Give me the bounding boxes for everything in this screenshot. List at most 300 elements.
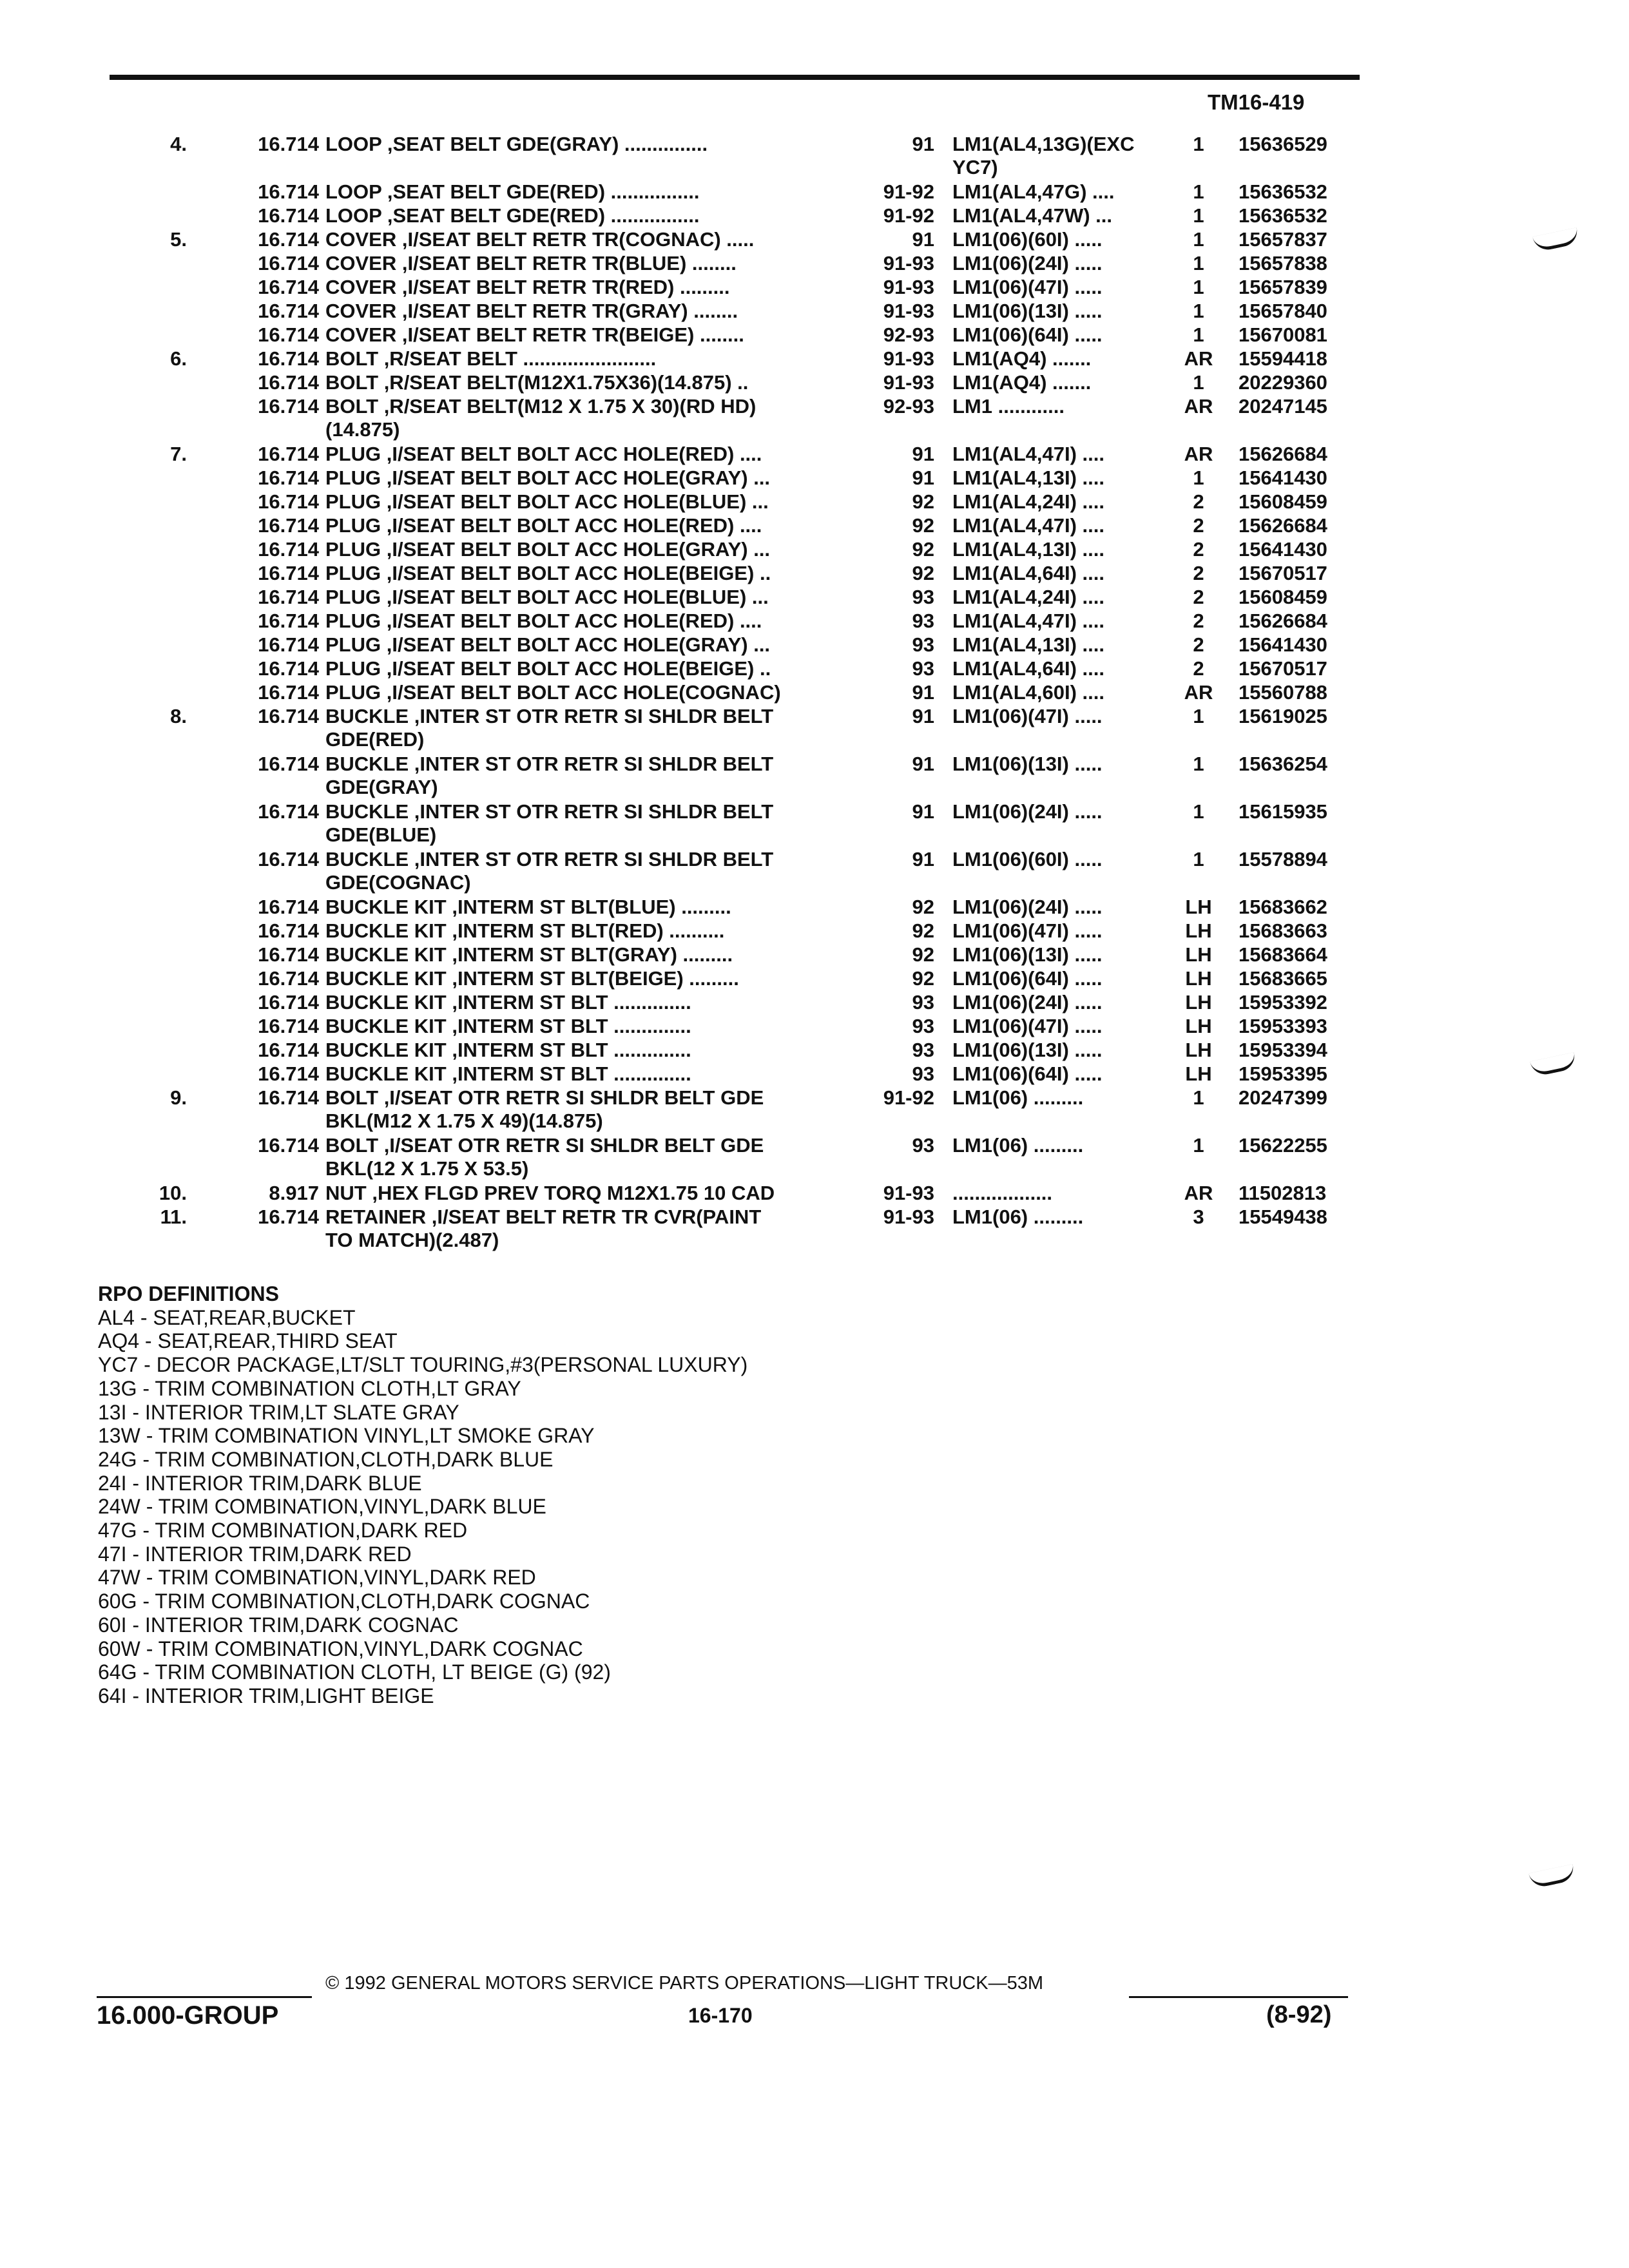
table-row xyxy=(0,204,1629,228)
part-number: 15953393 xyxy=(1239,1015,1327,1037)
part-name: PLUG xyxy=(325,514,381,537)
model-code: LM1(AL4,13I) .... xyxy=(952,538,1104,561)
part-number: 15626684 xyxy=(1239,443,1327,465)
part-description: ,I/SEAT BELT BOLT ACC HOLE(RED) .... xyxy=(381,514,762,537)
part-number: 15615935 xyxy=(1239,800,1327,823)
part-name: PLUG xyxy=(325,490,381,513)
group-number: 16.714 xyxy=(258,991,319,1014)
model-code: LM1(06)(47I) ..... xyxy=(952,919,1103,942)
description xyxy=(325,276,847,299)
part-name: COVER xyxy=(325,323,397,346)
model-year: 93 xyxy=(912,586,934,608)
model-year: 93 xyxy=(912,1062,934,1085)
model-year: 91-93 xyxy=(883,371,934,394)
quantity: 1 xyxy=(1193,1086,1204,1109)
group-number: 16.714 xyxy=(258,1015,319,1037)
group-number: 16.714 xyxy=(258,1062,319,1085)
model-code: LM1(AL4,13I) .... xyxy=(952,466,1104,489)
part-name: RETAINER xyxy=(325,1206,427,1228)
model-code: LM1(06)(47I) ..... xyxy=(952,1015,1103,1037)
part-number: 15670517 xyxy=(1239,657,1327,680)
model-year: 91 xyxy=(912,800,934,823)
model-code: LM1(06)(24I) ..... xyxy=(952,991,1103,1014)
part-description: ,I/SEAT BELT BOLT ACC HOLE(RED) .... xyxy=(381,610,762,632)
rpo-definition: 47I - INTERIOR TRIM,DARK RED xyxy=(98,1542,412,1566)
part-description: ,SEAT BELT GDE(RED) ................ xyxy=(381,180,700,203)
description xyxy=(325,204,847,227)
part-name: PLUG xyxy=(325,586,381,608)
model-year: 91 xyxy=(912,228,934,251)
table-row xyxy=(0,490,1629,514)
quantity: 1 xyxy=(1193,1134,1204,1157)
model-year: 91 xyxy=(912,753,934,775)
part-number: 15636529 xyxy=(1239,133,1327,155)
rpo-definition: 60W - TRIM COMBINATION,VINYL,DARK COGNAC xyxy=(98,1637,583,1660)
part-description: ,R/SEAT BELT(M12 X 1.75 X 30)(RD HD) xyxy=(378,395,757,418)
group-number: 16.714 xyxy=(258,466,319,489)
table-row xyxy=(0,276,1629,300)
part-number: 15626684 xyxy=(1239,610,1327,632)
group-number: 16.714 xyxy=(258,252,319,274)
model-code: LM1(AL4,64I) .... xyxy=(952,562,1104,584)
part-number: 15608459 xyxy=(1239,490,1327,513)
part-description: ,I/SEAT BELT BOLT ACC HOLE(BEIGE) .. xyxy=(381,562,771,584)
part-description: ,INTER ST OTR RETR SI SHLDR BELT xyxy=(409,800,774,823)
table-row xyxy=(0,1206,1629,1253)
rpo-definition: 13I - INTERIOR TRIM,LT SLATE GRAY xyxy=(98,1400,459,1424)
part-number: 15636532 xyxy=(1239,204,1327,227)
part-name: LOOP xyxy=(325,204,382,227)
model-year: 91 xyxy=(912,705,934,727)
description xyxy=(325,586,847,609)
part-name: BUCKLE KIT xyxy=(325,1039,447,1061)
model-year: 91-92 xyxy=(883,204,934,227)
model-year: 93 xyxy=(912,991,934,1014)
quantity: LH xyxy=(1185,1039,1212,1061)
quantity: 1 xyxy=(1193,800,1204,823)
part-number: 15641430 xyxy=(1239,633,1327,656)
part-name: COVER xyxy=(325,276,397,298)
model-year: 93 xyxy=(912,610,934,632)
quantity: 2 xyxy=(1193,610,1204,632)
part-description: ,I/SEAT BELT RETR TR(BLUE) ........ xyxy=(396,252,737,274)
part-name: PLUG xyxy=(325,466,381,489)
rpo-definition: 47W - TRIM COMBINATION,VINYL,DARK RED xyxy=(98,1566,536,1590)
model-code: LM1(AL4,47W) ... xyxy=(952,204,1113,227)
description xyxy=(325,943,847,966)
part-description: ,I/SEAT BELT RETR TR(GRAY) ........ xyxy=(396,300,738,322)
table-row xyxy=(0,1039,1629,1062)
table-row xyxy=(0,395,1629,443)
part-name: BOLT xyxy=(325,395,379,418)
margin-mark xyxy=(1528,1864,1576,1889)
part-name: PLUG xyxy=(325,681,381,704)
part-number: 15670081 xyxy=(1239,323,1327,346)
model-year: 91-93 xyxy=(883,252,934,274)
description xyxy=(325,133,847,156)
group-number: 16.714 xyxy=(258,896,319,918)
quantity: LH xyxy=(1185,1015,1212,1037)
group-number: 16.714 xyxy=(258,586,319,608)
item-number: 9. xyxy=(170,1086,187,1109)
part-description: ,I/SEAT BELT RETR TR CVR(PAINT xyxy=(426,1206,762,1228)
rpo-definitions xyxy=(98,1282,747,1708)
part-number: 20229360 xyxy=(1239,371,1327,394)
table-row xyxy=(0,133,1629,180)
footer-rule-right xyxy=(1129,1996,1348,1998)
part-number: 15626684 xyxy=(1239,514,1327,537)
part-description: ,R/SEAT BELT ........................ xyxy=(378,347,657,370)
group-number: 16.714 xyxy=(258,633,319,656)
part-name: BUCKLE xyxy=(325,800,409,823)
part-name: BUCKLE KIT xyxy=(325,1015,447,1037)
table-row xyxy=(0,610,1629,633)
group-number: 16.714 xyxy=(258,1134,319,1157)
group-number: 16.714 xyxy=(258,681,319,704)
model-code: LM1(06)(13I) ..... xyxy=(952,943,1103,966)
item-number: 11. xyxy=(160,1206,187,1228)
table-row xyxy=(0,657,1629,681)
table-row xyxy=(0,180,1629,204)
quantity: 2 xyxy=(1193,514,1204,537)
description xyxy=(325,991,847,1014)
model-code: LM1(06)(60I) ..... xyxy=(952,848,1103,870)
quantity: 1 xyxy=(1193,323,1204,346)
description xyxy=(325,681,847,704)
model-code: LM1(06) ......... xyxy=(952,1134,1084,1157)
table-row xyxy=(0,371,1629,395)
model-code: LM1(06)(60I) ..... xyxy=(952,228,1103,251)
model-code: LM1(06)(47I) ..... xyxy=(952,276,1103,298)
part-name: PLUG xyxy=(325,538,381,561)
group-number: 16.714 xyxy=(258,204,319,227)
item-number: 10. xyxy=(159,1182,187,1204)
model-year: 91 xyxy=(912,443,934,465)
group-number: 16.714 xyxy=(258,943,319,966)
model-year: 93 xyxy=(912,1015,934,1037)
model-code: LM1(06) ......... xyxy=(952,1206,1084,1228)
model-year: 92 xyxy=(912,896,934,918)
description xyxy=(325,490,847,514)
model-code: LM1(AL4,24I) .... xyxy=(952,586,1104,608)
part-description: ,I/SEAT BELT BOLT ACC HOLE(GRAY) ... xyxy=(381,633,771,656)
footer-group: 16.000-GROUP xyxy=(97,2001,279,2030)
model-year: 91-93 xyxy=(883,1182,934,1204)
part-name: PLUG xyxy=(325,633,381,656)
table-row xyxy=(0,753,1629,800)
model-year: 93 xyxy=(912,633,934,656)
table-row xyxy=(0,1062,1629,1086)
group-number: 16.714 xyxy=(258,371,319,394)
item-number: 5. xyxy=(170,228,187,251)
part-name: BUCKLE KIT xyxy=(325,1062,447,1085)
part-number: 15953392 xyxy=(1239,991,1327,1014)
model-year: 92 xyxy=(912,919,934,942)
description xyxy=(325,967,847,990)
part-description: ,I/SEAT BELT BOLT ACC HOLE(COGNAC) xyxy=(381,681,781,704)
table-row xyxy=(0,443,1629,466)
model-year: 92 xyxy=(912,514,934,537)
description xyxy=(325,657,847,680)
part-description: ,I/SEAT BELT RETR TR(COGNAC) ..... xyxy=(396,228,755,251)
part-number: 15683662 xyxy=(1239,896,1327,918)
group-number: 16.714 xyxy=(258,180,319,203)
part-description: ,I/SEAT BELT RETR TR(RED) ......... xyxy=(396,276,730,298)
part-description: ,INTERM ST BLT .............. xyxy=(446,991,691,1014)
part-name: BUCKLE KIT xyxy=(325,967,447,990)
quantity: LH xyxy=(1185,896,1212,918)
group-number: 16.714 xyxy=(258,323,319,346)
table-row xyxy=(0,228,1629,252)
table-row xyxy=(0,1086,1629,1134)
group-number: 16.714 xyxy=(258,228,319,251)
table-row xyxy=(0,514,1629,538)
table-row xyxy=(0,943,1629,967)
quantity: 2 xyxy=(1193,586,1204,608)
part-number: 15670517 xyxy=(1239,562,1327,584)
table-row xyxy=(0,919,1629,943)
part-description: ,INTERM ST BLT(BLUE) ......... xyxy=(446,896,731,918)
description xyxy=(325,300,847,323)
footer-date: (8-92) xyxy=(1266,2001,1332,2028)
table-row xyxy=(0,681,1629,705)
table-row xyxy=(0,848,1629,896)
rpo-definition: 47G - TRIM COMBINATION,DARK RED xyxy=(98,1519,468,1542)
part-description: ,INTER ST OTR RETR SI SHLDR BELT xyxy=(409,705,774,727)
model-year: 92 xyxy=(912,943,934,966)
part-description: ,SEAT BELT GDE(GRAY) ............... xyxy=(381,133,708,155)
group-number: 16.714 xyxy=(258,919,319,942)
rpo-items xyxy=(98,1306,747,1708)
model-year: 92-93 xyxy=(883,323,934,346)
group-number: 16.714 xyxy=(258,848,319,870)
part-name: BOLT xyxy=(325,371,379,394)
part-number: 20247145 xyxy=(1239,395,1327,418)
rpo-definition: 64I - INTERIOR TRIM,LIGHT BEIGE xyxy=(98,1684,434,1707)
rpo-definition: 13G - TRIM COMBINATION CLOTH,LT GRAY xyxy=(98,1376,521,1400)
part-description: ,I/SEAT BELT BOLT ACC HOLE(GRAY) ... xyxy=(381,538,771,561)
part-number: 15608459 xyxy=(1239,586,1327,608)
description xyxy=(325,919,847,943)
quantity: 1 xyxy=(1193,300,1204,322)
item-number: 6. xyxy=(170,347,187,370)
part-number: 15641430 xyxy=(1239,538,1327,561)
quantity: 2 xyxy=(1193,490,1204,513)
part-name: BOLT xyxy=(325,347,379,370)
table-row xyxy=(0,1134,1629,1182)
item-number: 4. xyxy=(170,133,187,155)
table-row xyxy=(0,991,1629,1015)
group-number: 16.714 xyxy=(258,1206,319,1228)
quantity: 1 xyxy=(1193,204,1204,227)
rpo-definition: 60G - TRIM COMBINATION,CLOTH,DARK COGNAC xyxy=(98,1590,590,1613)
group-number: 16.714 xyxy=(258,562,319,584)
model-year: 92 xyxy=(912,490,934,513)
model-code: LM1(06)(13I) ..... xyxy=(952,753,1103,775)
description xyxy=(325,753,847,776)
description-continued: BKL(M12 X 1.75 X 49)(14.875) xyxy=(325,1110,603,1132)
model-year: 93 xyxy=(912,1134,934,1157)
quantity: 1 xyxy=(1193,753,1204,775)
part-description: ,INTERM ST BLT(GRAY) ......... xyxy=(446,943,733,966)
table-row xyxy=(0,323,1629,347)
description xyxy=(325,1015,847,1038)
model-year: 93 xyxy=(912,657,934,680)
rpo-definition: YC7 - DECOR PACKAGE,LT/SLT TOURING,#3(PERSONAL LUXURY) xyxy=(98,1353,748,1377)
model-year: 91 xyxy=(912,848,934,870)
rpo-definition: 24W - TRIM COMBINATION,VINYL,DARK BLUE xyxy=(98,1495,546,1519)
part-name: BOLT xyxy=(325,1086,379,1109)
group-number: 16.714 xyxy=(258,300,319,322)
part-number: 15641430 xyxy=(1239,466,1327,489)
part-name: COVER xyxy=(325,300,397,322)
part-description: ,I/SEAT BELT BOLT ACC HOLE(GRAY) ... xyxy=(381,466,771,489)
part-name: BUCKLE xyxy=(325,848,409,870)
group-number: 16.714 xyxy=(258,443,319,465)
rpo-definition: 60I - INTERIOR TRIM,DARK COGNAC xyxy=(98,1613,459,1637)
description xyxy=(325,1062,847,1086)
model-year: 91 xyxy=(912,466,934,489)
rpo-definition: 24G - TRIM COMBINATION,CLOTH,DARK BLUE xyxy=(98,1447,554,1471)
quantity: 1 xyxy=(1193,466,1204,489)
part-description: ,INTERM ST BLT(RED) .......... xyxy=(446,919,725,942)
description xyxy=(325,395,847,418)
group-number: 16.714 xyxy=(258,753,319,775)
model-code: LM1(AL4,47I) .... xyxy=(952,514,1104,537)
quantity: 1 xyxy=(1193,848,1204,870)
part-description: ,INTERM ST BLT(BEIGE) ......... xyxy=(446,967,739,990)
description xyxy=(325,466,847,490)
part-number: 20247399 xyxy=(1239,1086,1327,1109)
part-number: 11502813 xyxy=(1239,1182,1327,1204)
table-row xyxy=(0,347,1629,371)
description xyxy=(325,1086,847,1110)
description xyxy=(325,610,847,633)
group-number: 16.714 xyxy=(258,800,319,823)
item-number: 7. xyxy=(170,443,187,465)
part-number: 15657839 xyxy=(1239,276,1327,298)
quantity: LH xyxy=(1185,1062,1212,1085)
description xyxy=(325,371,847,394)
table-row xyxy=(0,633,1629,657)
table-row xyxy=(0,252,1629,276)
part-name: PLUG xyxy=(325,657,381,680)
group-number: 16.714 xyxy=(258,1039,319,1061)
part-description: ,INTER ST OTR RETR SI SHLDR BELT xyxy=(409,753,774,775)
part-name: BUCKLE KIT xyxy=(325,919,447,942)
part-name: BUCKLE KIT xyxy=(325,896,447,918)
footer-copyright: © 1992 GENERAL MOTORS SERVICE PARTS OPERATIONS—LIGHT TRUCK—53M xyxy=(325,1973,1043,1994)
part-name: BOLT xyxy=(325,1134,379,1157)
description xyxy=(325,562,847,585)
group-number: 16.714 xyxy=(258,133,319,155)
footer-rule-left xyxy=(97,1996,312,1998)
model-code: LM1(AQ4) ....... xyxy=(952,347,1092,370)
model-year: 91-92 xyxy=(883,1086,934,1109)
quantity: 3 xyxy=(1193,1206,1204,1228)
rpo-definition: AQ4 - SEAT,REAR,THIRD SEAT xyxy=(98,1329,398,1353)
part-number: 15683665 xyxy=(1239,967,1327,990)
part-name: PLUG xyxy=(325,562,381,584)
model-code: LM1(06)(64I) ..... xyxy=(952,967,1103,990)
part-number: 15636254 xyxy=(1239,753,1327,775)
description xyxy=(325,1134,847,1157)
part-name: BUCKLE xyxy=(325,753,409,775)
group-number: 16.714 xyxy=(258,657,319,680)
model-code: LM1(AL4,47G) .... xyxy=(952,180,1115,203)
table-row xyxy=(0,1182,1629,1206)
model-code: LM1(06)(24I) ..... xyxy=(952,800,1103,823)
model-code: LM1(AL4,13I) .... xyxy=(952,633,1104,656)
model-code: LM1(06)(47I) ..... xyxy=(952,705,1103,727)
quantity: 1 xyxy=(1193,252,1204,274)
part-description: ,I/SEAT BELT BOLT ACC HOLE(BEIGE) .. xyxy=(381,657,771,680)
group-number: 16.714 xyxy=(258,395,319,418)
rpo-definition: 64G - TRIM COMBINATION CLOTH, LT BEIGE (G) (92) xyxy=(98,1660,611,1684)
quantity: AR xyxy=(1184,443,1213,465)
model-code: LM1(AL4,47I) .... xyxy=(952,443,1104,465)
model-year: 92 xyxy=(912,562,934,584)
description xyxy=(325,538,847,561)
part-number: 15657840 xyxy=(1239,300,1327,322)
description xyxy=(325,443,847,466)
quantity: 2 xyxy=(1193,538,1204,561)
description xyxy=(325,514,847,537)
part-description: ,INTERM ST BLT .............. xyxy=(446,1015,691,1037)
part-description: ,I/SEAT OTR RETR SI SHLDR BELT GDE xyxy=(378,1134,764,1157)
model-code: LM1(AL4,47I) .... xyxy=(952,610,1104,632)
part-number: 15657838 xyxy=(1239,252,1327,274)
group-number: 16.714 xyxy=(258,967,319,990)
model-year: 91-93 xyxy=(883,300,934,322)
table-row xyxy=(0,562,1629,586)
model-code: LM1(06)(64I) ..... xyxy=(952,1062,1103,1085)
table-row xyxy=(0,896,1629,919)
table-row xyxy=(0,1015,1629,1039)
part-name: COVER xyxy=(325,252,397,274)
part-number: 15683664 xyxy=(1239,943,1327,966)
rpo-definition: AL4 - SEAT,REAR,BUCKET xyxy=(98,1305,356,1329)
page-number: 16-170 xyxy=(688,2004,753,2027)
quantity: LH xyxy=(1185,919,1212,942)
quantity: 1 xyxy=(1193,228,1204,251)
description xyxy=(325,800,847,823)
model-year: 91-93 xyxy=(883,1206,934,1228)
rpo-definition: 13W - TRIM COMBINATION VINYL,LT SMOKE GRAY xyxy=(98,1424,595,1448)
quantity: AR xyxy=(1184,681,1213,704)
table-row xyxy=(0,967,1629,991)
part-number: 15619025 xyxy=(1239,705,1327,727)
model-code: LM1(06) ......... xyxy=(952,1086,1084,1109)
model-code: LM1(06)(24I) ..... xyxy=(952,252,1103,274)
group-number: 16.714 xyxy=(258,490,319,513)
model-year: 91-93 xyxy=(883,276,934,298)
model-code: LM1(06)(24I) ..... xyxy=(952,896,1103,918)
part-number: 15953394 xyxy=(1239,1039,1327,1061)
quantity: 1 xyxy=(1193,276,1204,298)
description xyxy=(325,180,847,204)
group-number: 16.714 xyxy=(258,1086,319,1109)
quantity: 1 xyxy=(1193,705,1204,727)
model-year: 91-93 xyxy=(883,347,934,370)
part-number: 15560788 xyxy=(1239,681,1327,704)
description-continued: GDE(COGNAC) xyxy=(325,871,471,894)
quantity: LH xyxy=(1185,943,1212,966)
part-description: ,I/SEAT BELT BOLT ACC HOLE(BLUE) ... xyxy=(381,490,769,513)
part-number: 15578894 xyxy=(1239,848,1327,870)
rpo-title: RPO DEFINITIONS xyxy=(98,1282,279,1305)
model-code: LM1(AQ4) ....... xyxy=(952,371,1092,394)
